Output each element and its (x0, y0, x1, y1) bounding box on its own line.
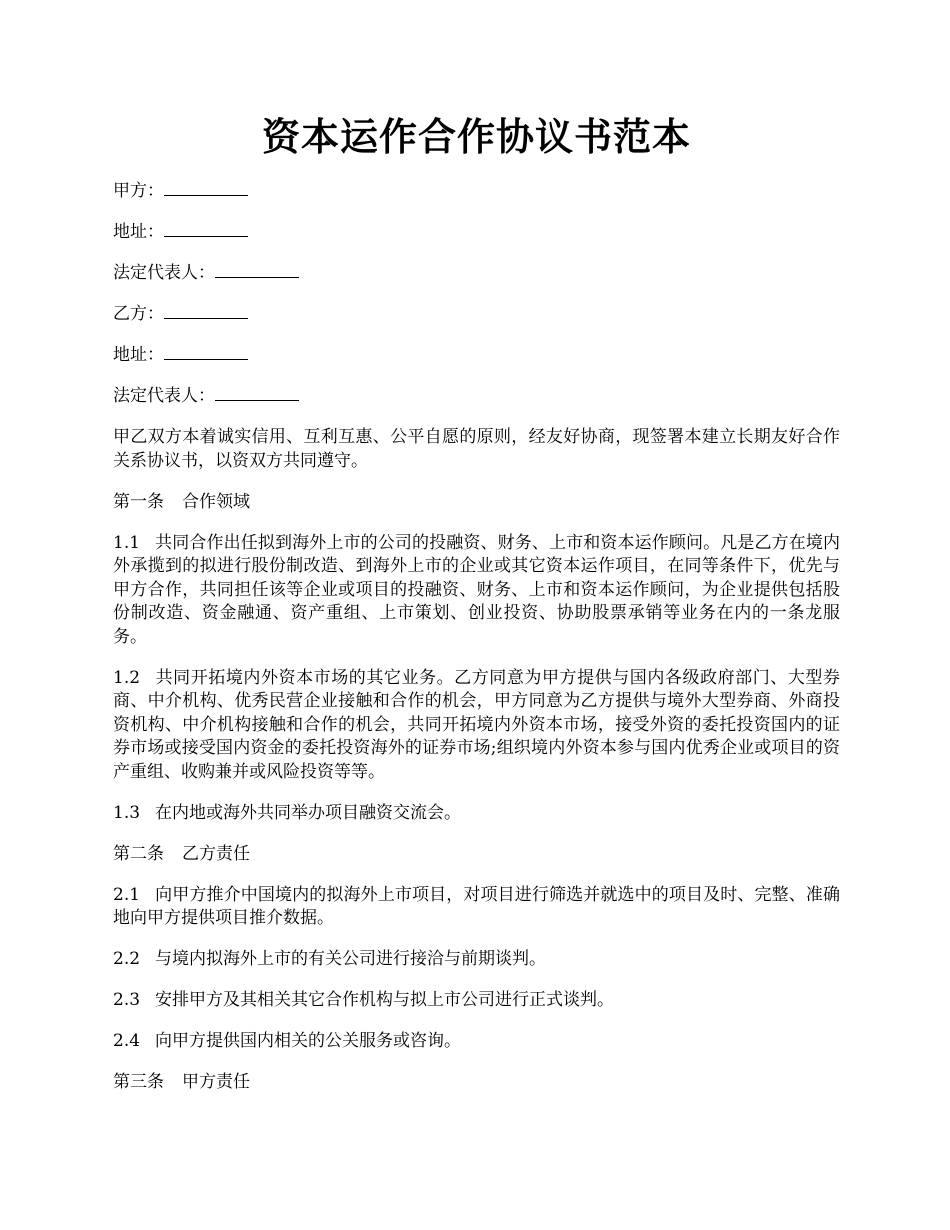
clause-number: 2.4 (113, 1031, 141, 1051)
clause-1-3 (113, 802, 840, 826)
party-a-address-label: 地址： (113, 222, 164, 242)
clause-1-2 (113, 667, 840, 785)
party-a-name-label: 甲方： (113, 181, 164, 201)
clause-number: 2.2 (113, 949, 141, 969)
party-b-rep-blank (215, 385, 299, 401)
article-3-number: 第三条 (113, 1072, 164, 1092)
clause-number: 1.2 (113, 667, 141, 688)
clause-number: 1.1 (113, 532, 141, 553)
clause-1-1 (113, 532, 840, 650)
article-3-heading (113, 1071, 840, 1095)
party-a-name-blank (164, 180, 248, 196)
party-b-address-blank (164, 344, 248, 360)
clause-text: 与境内拟海外上市的有关公司进行接洽与前期谈判。 (155, 949, 546, 969)
clause-text: 共同开拓境内外资本市场的其它业务。乙方同意为甲方提供与国内各级政府部门、大型券商、中介机构、优秀民营企业接触和合作的机会，甲方同意为乙方提供与境外大型券商、外商投资机构、中介机构接触和合作的机会，共同开拓境内外资本市场，接受外资的委托投资国内的证券市场或接受国内资金的委托投资海外的证券市场;组织境内外资本参与国内优秀企业或项目的资产重组、收购兼并或风险投资等等。 (113, 667, 840, 782)
clause-text: 在内地或海外共同举办项目融资交流会。 (155, 802, 461, 823)
article-3-title: 甲方责任 (182, 1072, 250, 1092)
document-body (113, 180, 840, 1112)
party-b-name-field (113, 303, 840, 327)
clause-2-3 (113, 989, 840, 1013)
party-a-address-blank (164, 221, 248, 237)
party-b-name-blank (164, 303, 248, 319)
article-1-title: 合作领域 (182, 491, 250, 512)
party-a-rep-field (113, 262, 840, 286)
party-a-rep-blank (215, 262, 299, 278)
party-b-address-label: 地址： (113, 345, 164, 365)
document-title: 资本运作合作协议书范本 (261, 114, 691, 159)
article-1-number: 第一条 (113, 491, 164, 512)
clause-2-1 (113, 884, 840, 931)
clause-2-4 (113, 1030, 840, 1054)
party-a-address-field (113, 221, 840, 245)
party-b-name-label: 乙方： (113, 304, 164, 324)
article-1-heading (113, 491, 840, 515)
party-b-rep-field (113, 385, 840, 409)
clause-number: 2.3 (113, 990, 141, 1010)
preamble: 甲乙双方本着诚实信用、互利互惠、公平自愿的原则，经友好协商，现签署本建立长期友好合作关系协议书，以资双方共同遵守。 (113, 427, 840, 471)
clause-text: 向甲方推介中国境内的拟海外上市项目，对项目进行筛选并就选中的项目及时、完整、准确地向甲方提供项目推介数据。 (113, 884, 840, 928)
clause-number: 1.3 (113, 802, 141, 823)
clause-text: 向甲方提供国内相关的公关服务或咨询。 (155, 1031, 461, 1051)
party-a-rep-label: 法定代表人： (113, 263, 215, 283)
party-b-rep-label: 法定代表人： (113, 386, 215, 406)
article-2-title: 乙方责任 (182, 843, 250, 864)
clause-text: 安排甲方及其相关其它合作机构与拟上市公司进行正式谈判。 (155, 990, 614, 1010)
party-a-name-field (113, 180, 840, 204)
clause-number: 2.1 (113, 884, 141, 905)
clause-2-2 (113, 948, 840, 972)
clause-text: 共同合作出任拟到海外上市的公司的投融资、财务、上市和资本运作顾问。凡是乙方在境内外承揽到的拟进行股份制改造、到海外上市的企业或其它资本运作项目，在同等条件下，优先与甲方合作，共同担任该等企业或项目的投融资、财务、上市和资本运作顾问，为企业提供包括股份制改造、资金融通、资产重组、上市策划、创业投资、协助股票承销等业务在内的一条龙服务。 (113, 532, 840, 647)
article-2-number: 第二条 (113, 843, 164, 864)
party-b-address-field (113, 344, 840, 368)
article-2-heading (113, 843, 840, 867)
